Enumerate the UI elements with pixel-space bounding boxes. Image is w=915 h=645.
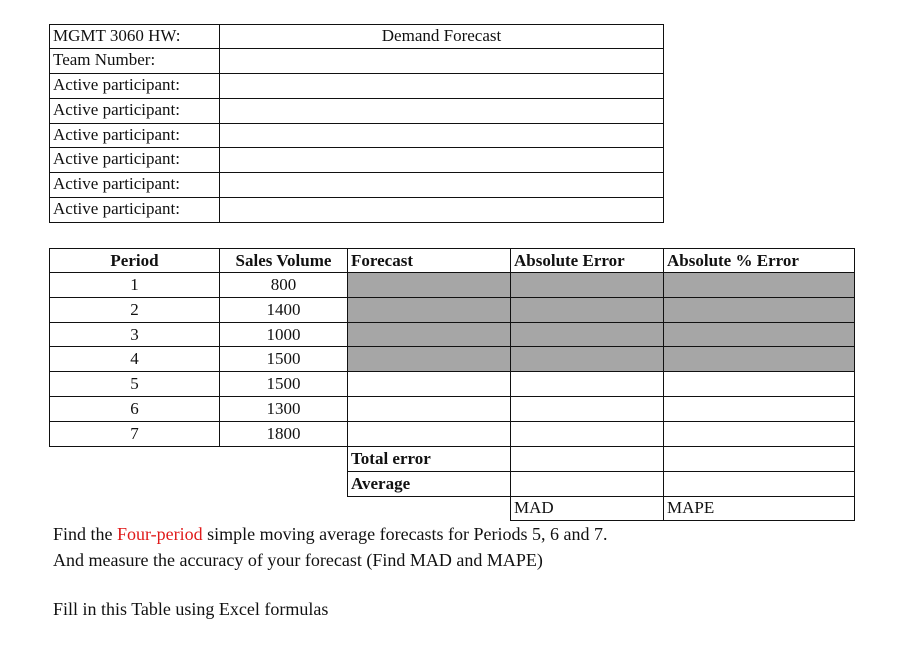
average-abs-pct-error-cell[interactable] — [663, 471, 855, 497]
table-cell-abs-pct-error-shaded — [663, 297, 855, 323]
table-cell-sales: 1300 — [219, 396, 348, 422]
table-cell-abs-error[interactable] — [510, 421, 664, 447]
header-value-participant[interactable] — [219, 73, 664, 99]
table-cell-period: 2 — [49, 297, 220, 323]
col-header-absolute-pct-error: Absolute % Error — [663, 248, 855, 273]
table-cell-forecast-shaded — [347, 297, 511, 323]
instruction-text: Find the — [53, 524, 118, 544]
table-cell-abs-error-shaded — [510, 297, 664, 323]
header-label-participant: Active participant: — [49, 123, 220, 148]
header-label-participant: Active participant: — [49, 147, 220, 173]
table-cell-forecast[interactable] — [347, 371, 511, 397]
instruction-line-1 — [53, 523, 608, 545]
table-cell-sales: 1400 — [219, 297, 348, 323]
table-cell-period: 3 — [49, 322, 220, 347]
header-value-participant[interactable] — [219, 123, 664, 148]
header-value-participant[interactable] — [219, 197, 664, 223]
instruction-line-2: And measure the accuracy of your forecast (Find MAD and MAPE) — [53, 550, 543, 570]
table-cell-sales: 1800 — [219, 421, 348, 447]
table-cell-forecast-shaded — [347, 322, 511, 347]
header-label-participant: Active participant: — [49, 197, 220, 223]
table-cell-forecast[interactable] — [347, 396, 511, 422]
table-cell-abs-error[interactable] — [510, 371, 664, 397]
header-label-course: MGMT 3060 HW: — [49, 24, 220, 49]
table-cell-period: 7 — [49, 421, 220, 447]
table-cell-abs-error-shaded — [510, 346, 664, 372]
table-cell-abs-error-shaded — [510, 272, 664, 298]
table-cell-abs-pct-error[interactable] — [663, 396, 855, 422]
col-header-forecast: Forecast — [347, 248, 511, 273]
total-error-label: Total error — [347, 446, 511, 472]
table-cell-sales: 1000 — [219, 322, 348, 347]
table-cell-period: 4 — [49, 346, 220, 372]
average-abs-error-cell[interactable] — [510, 471, 664, 497]
header-value-participant[interactable] — [219, 98, 664, 124]
table-cell-abs-pct-error-shaded — [663, 272, 855, 298]
header-label-team-number: Team Number: — [49, 48, 220, 74]
col-header-absolute-error: Absolute Error — [510, 248, 664, 273]
header-label-participant: Active participant: — [49, 172, 220, 198]
instruction-highlight: Four-period — [117, 524, 203, 544]
table-cell-abs-error[interactable] — [510, 396, 664, 422]
total-abs-pct-error-cell[interactable] — [663, 446, 855, 472]
table-cell-period: 1 — [49, 272, 220, 298]
header-label-participant: Active participant: — [49, 73, 220, 99]
mape-label: MAPE — [663, 496, 855, 521]
header-label-participant: Active participant: — [49, 98, 220, 124]
table-cell-abs-pct-error[interactable] — [663, 371, 855, 397]
col-header-period: Period — [49, 248, 220, 273]
table-cell-forecast-shaded — [347, 346, 511, 372]
header-value-team-number[interactable] — [219, 48, 664, 74]
header-value-participant[interactable] — [219, 147, 664, 173]
col-header-sales-volume: Sales Volume — [219, 248, 348, 273]
header-value-participant[interactable] — [219, 172, 664, 198]
table-cell-forecast-shaded — [347, 272, 511, 298]
header-value-title[interactable]: Demand Forecast — [219, 24, 664, 49]
table-cell-period: 6 — [49, 396, 220, 422]
instruction-line-3: Fill in this Table using Excel formulas — [53, 599, 329, 619]
table-cell-abs-pct-error-shaded — [663, 322, 855, 347]
table-cell-sales: 1500 — [219, 346, 348, 372]
instruction-text: simple moving average forecasts for Periods 5, 6 and 7. — [202, 524, 608, 544]
table-cell-sales: 1500 — [219, 371, 348, 397]
average-label: Average — [347, 471, 511, 497]
table-cell-period: 5 — [49, 371, 220, 397]
table-cell-sales: 800 — [219, 272, 348, 298]
table-cell-abs-pct-error-shaded — [663, 346, 855, 372]
total-abs-error-cell[interactable] — [510, 446, 664, 472]
table-cell-forecast[interactable] — [347, 421, 511, 447]
mad-label: MAD — [510, 496, 664, 521]
table-cell-abs-pct-error[interactable] — [663, 421, 855, 447]
table-cell-abs-error-shaded — [510, 322, 664, 347]
